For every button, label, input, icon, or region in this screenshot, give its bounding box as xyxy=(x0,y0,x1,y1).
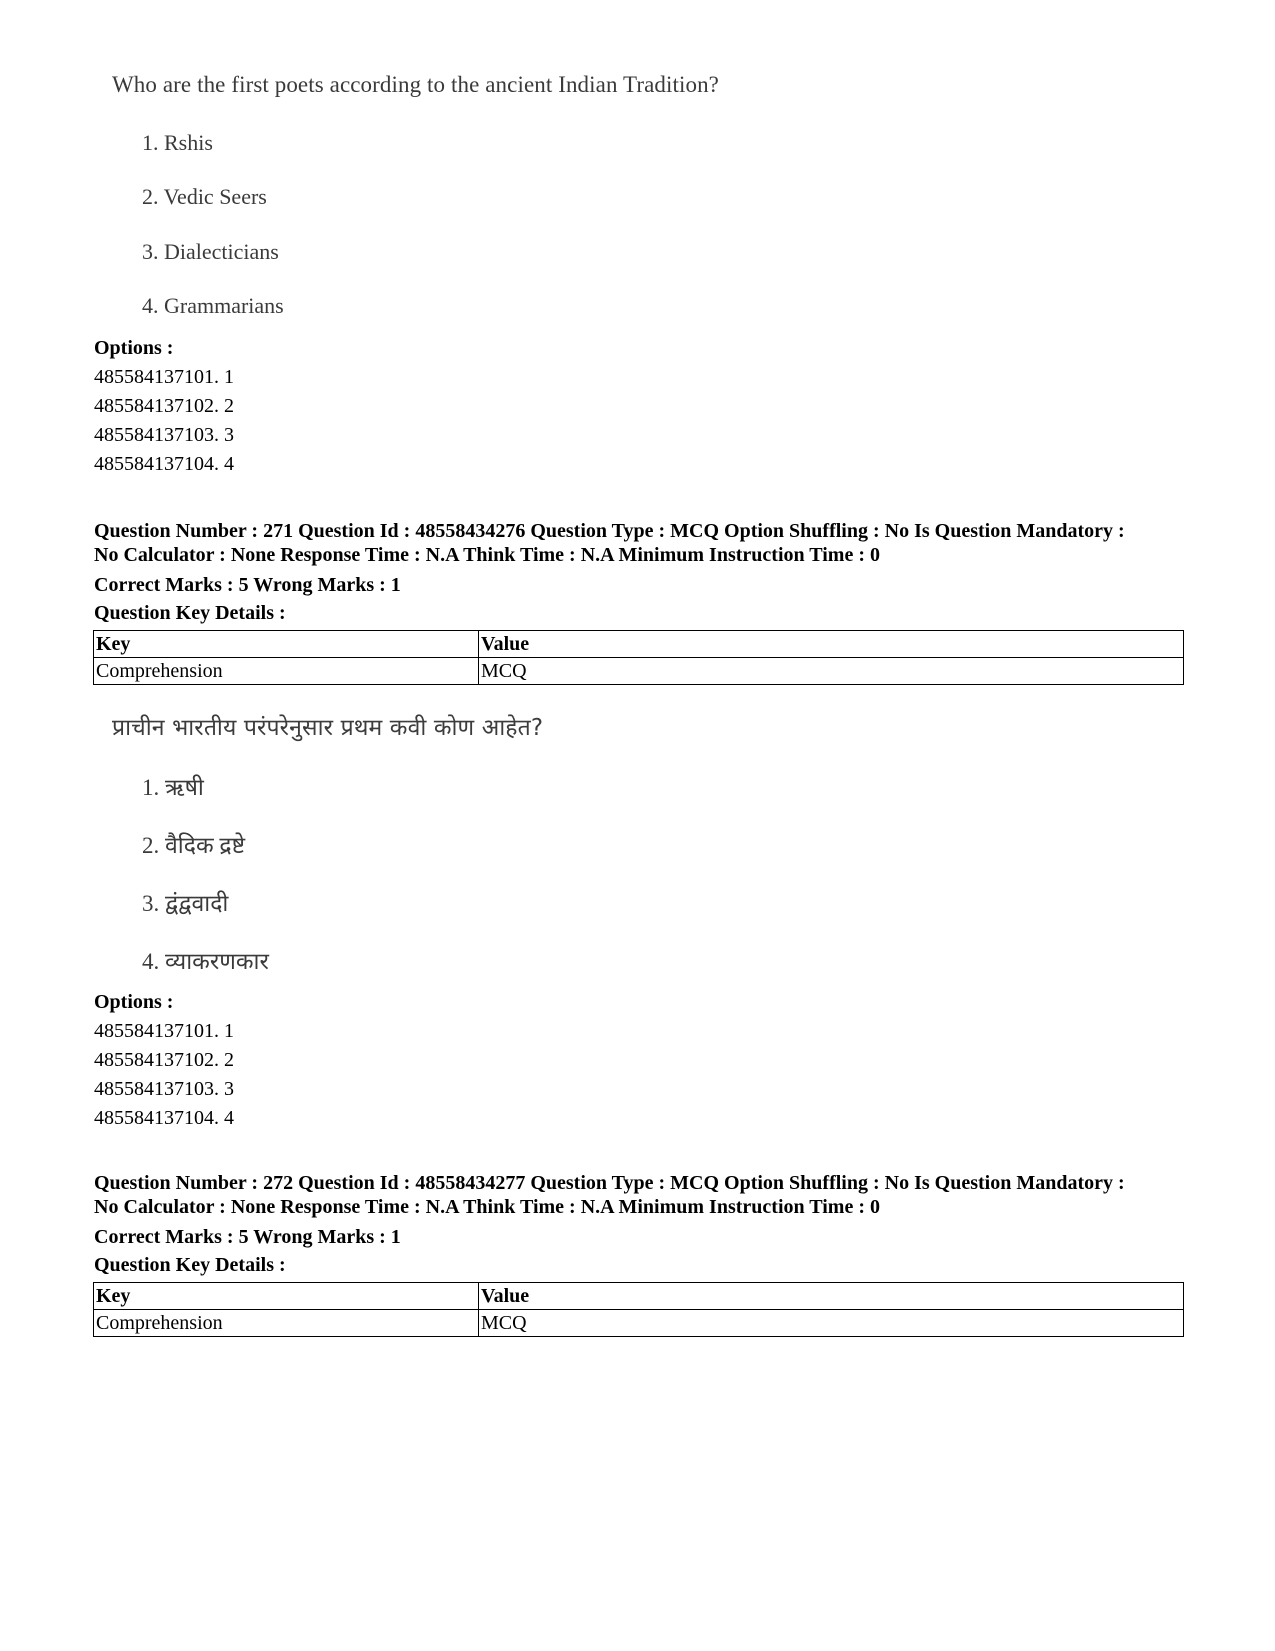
table-header-row xyxy=(94,631,1184,658)
table-row xyxy=(94,1310,1184,1337)
marks-line: Correct Marks : 5 Wrong Marks : 1 xyxy=(94,1226,401,1248)
table-header-key: Key xyxy=(94,1283,479,1310)
options-block xyxy=(94,988,1194,1133)
table-cell-value: MCQ xyxy=(479,658,1184,685)
question-stem: प्राचीन भारतीय परंपरेनुसार प्रथम कवी कोण आहेत? xyxy=(112,715,544,741)
question-meta-line: Question Number : 271 Question Id : 48558434276 Question Type : MCQ Option Shuffling : No Is Question Mandatory : xyxy=(94,520,1125,542)
option-line: 485584137104. 4 xyxy=(94,453,234,475)
question-stem: Who are the first poets according to the ancient Indian Tradition? xyxy=(112,72,719,97)
table-header-key: Key xyxy=(94,631,479,658)
key-details-title: Question Key Details : xyxy=(94,602,286,624)
choice-3: 3. द्वंद्ववादी xyxy=(142,891,229,916)
options-title: Options : xyxy=(94,991,174,1013)
choice-1: 1. Rshis xyxy=(142,130,213,155)
key-details-table xyxy=(93,630,1184,685)
question-meta xyxy=(94,1171,1204,1219)
key-details-table xyxy=(93,1282,1184,1337)
table-cell-key: Comprehension xyxy=(94,658,479,685)
choice-1: 1. ऋषी xyxy=(142,775,204,800)
table-header-row xyxy=(94,1283,1184,1310)
question-meta-line: No Calculator : None Response Time : N.A Think Time : N.A Minimum Instruction Time : 0 xyxy=(94,1196,880,1218)
option-line: 485584137103. 3 xyxy=(94,1078,234,1100)
table-header-value: Value xyxy=(479,631,1184,658)
table-cell-key: Comprehension xyxy=(94,1310,479,1337)
option-line: 485584137101. 1 xyxy=(94,1020,234,1042)
marks-line: Correct Marks : 5 Wrong Marks : 1 xyxy=(94,574,401,596)
option-line: 485584137104. 4 xyxy=(94,1107,234,1129)
option-line: 485584137102. 2 xyxy=(94,395,234,417)
question-image-marathi xyxy=(112,710,544,974)
choice-3: 3. Dialecticians xyxy=(142,239,279,264)
options-title: Options : xyxy=(94,337,174,359)
table-row xyxy=(94,658,1184,685)
key-details-title: Question Key Details : xyxy=(94,1254,286,1276)
question-meta-line: No Calculator : None Response Time : N.A Think Time : N.A Minimum Instruction Time : 0 xyxy=(94,544,880,566)
choice-2: 2. Vedic Seers xyxy=(142,184,267,209)
question-meta-line: Question Number : 272 Question Id : 48558434277 Question Type : MCQ Option Shuffling : No Is Question Mandatory : xyxy=(94,1172,1125,1194)
table-header-value: Value xyxy=(479,1283,1184,1310)
question-image-english xyxy=(112,72,719,318)
option-line: 485584137101. 1 xyxy=(94,366,234,388)
choice-4: 4. व्याकरणकार xyxy=(142,949,269,974)
question-meta xyxy=(94,519,1204,567)
table-cell-value: MCQ xyxy=(479,1310,1184,1337)
option-line: 485584137103. 3 xyxy=(94,424,234,446)
choice-2: 2. वैदिक द्रष्टे xyxy=(142,833,246,858)
option-line: 485584137102. 2 xyxy=(94,1049,234,1071)
options-block xyxy=(94,334,1194,479)
choice-4: 4. Grammarians xyxy=(142,293,284,318)
